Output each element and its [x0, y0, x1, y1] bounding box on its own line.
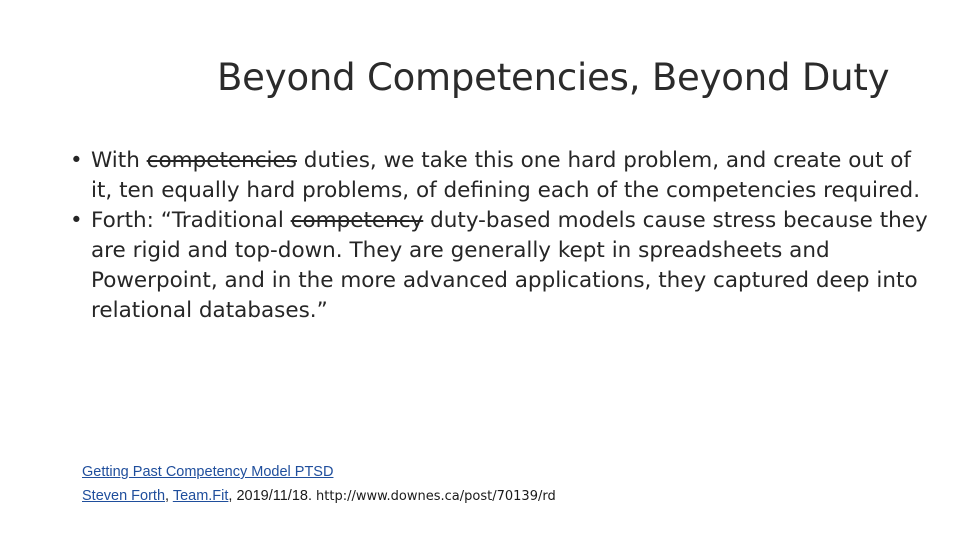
- bullet-text-post: duty-based models cause stress because they are rigid and top-down. They are generally kept in spreadsheets and Powerpoint, and in the more advanced applications, they captured deep into relational databases.”: [91, 208, 928, 323]
- bullet-item-competencies: [70, 146, 930, 206]
- bullet-item-forth-quote: [70, 206, 930, 326]
- bullet-marker: •: [70, 148, 83, 173]
- bullet-marker: •: [70, 208, 83, 233]
- slide-title: Beyond Competencies, Beyond Duty: [217, 56, 890, 99]
- site-link[interactable]: Team.Fit: [172, 488, 229, 504]
- citation-url: http://www.downes.ca/post/70139/rd: [316, 489, 556, 504]
- bullet-text-post: duties, we take this one hard problem, and create out of it, ten equally hard problems, of defining each of the competencies required.: [91, 148, 921, 203]
- bullet-list: [70, 146, 930, 326]
- struck-word: competencies: [146, 148, 297, 173]
- article-link[interactable]: Getting Past Competency Model PTSD: [82, 464, 334, 480]
- bullet-text-pre: Forth: “Traditional: [91, 208, 291, 233]
- author-link[interactable]: Steven Forth: [82, 488, 166, 504]
- struck-word: competency: [290, 208, 424, 233]
- citation-date: , 2019/11/18.: [228, 488, 317, 504]
- citation-separator: ,: [165, 488, 173, 504]
- source-citation: [82, 460, 556, 509]
- bullet-text-pre: With: [91, 148, 147, 173]
